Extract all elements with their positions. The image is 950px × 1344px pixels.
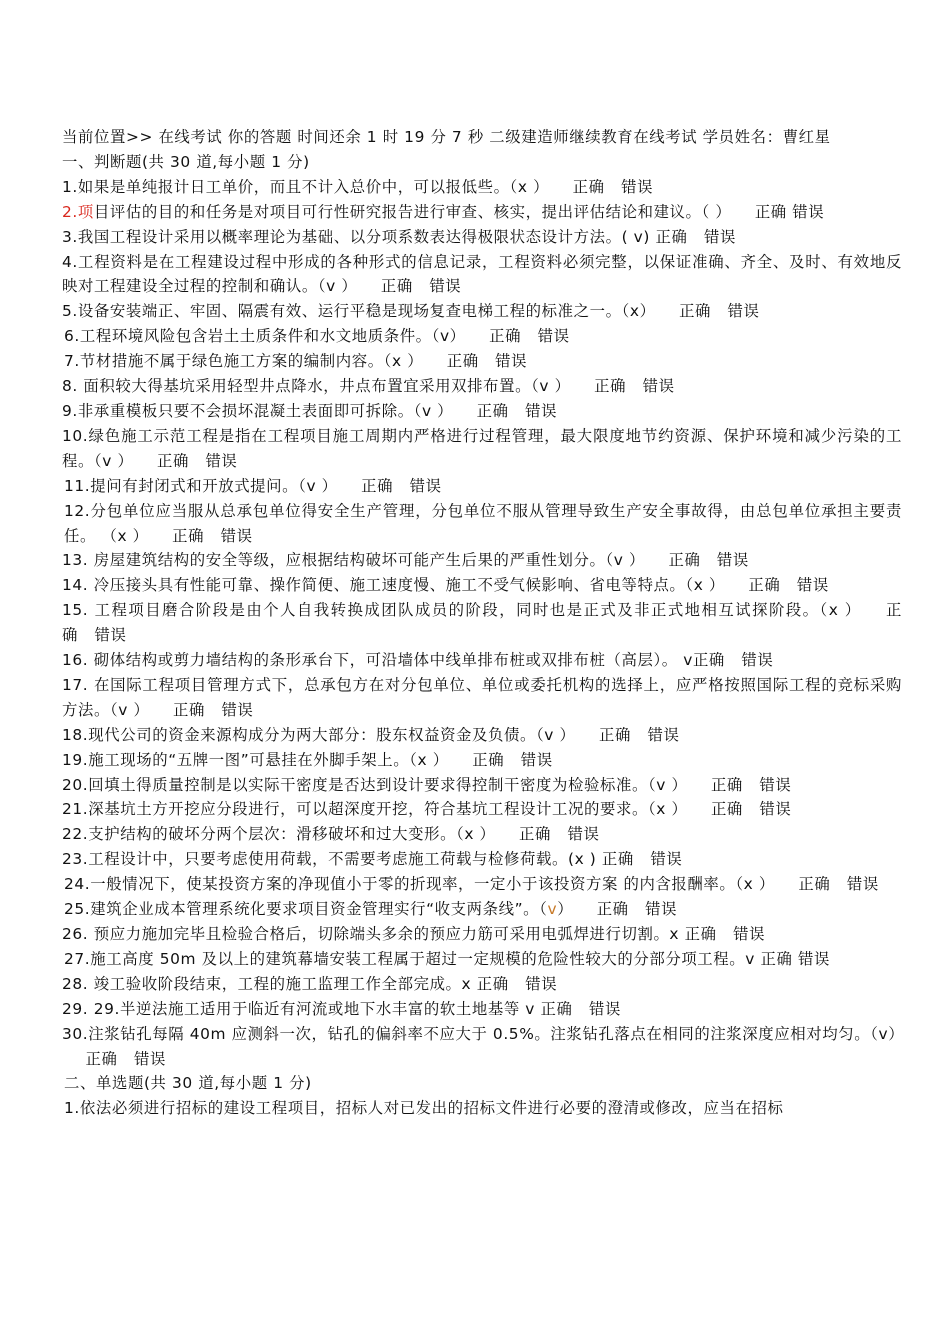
question-28: 28. 竣工验收阶段结束，工程的施工监理工作全部完成。x 正确 错误 (62, 974, 558, 993)
wrong-option[interactable]: 错误 (409, 476, 442, 495)
wrong-option[interactable]: 错误 (621, 177, 654, 196)
question-19: 19.施工现场的“五牌一图”可悬挂在外脚手架上。（x ） 正确 错误 (62, 750, 553, 769)
question-13: 13. 房屋建筑结构的安全等级，应根据结构破坏可能产生后果的严重性划分。（v ） 正确 错误 (62, 551, 749, 570)
question-15: 15. 工程项目磨合阶段是由个人自我转换成团队成员的阶段，同时也是正式及非正式地相互试探阶段。（x ） 正确 错误 (62, 601, 902, 645)
wrong-option[interactable]: 错误 (647, 725, 680, 744)
wrong-option[interactable]: 错误 (703, 227, 736, 246)
wrong-option[interactable]: 错误 (759, 775, 792, 794)
wrong-option[interactable]: 错误 (537, 327, 570, 346)
correct-option[interactable]: 正确 (679, 302, 712, 321)
wrong-option[interactable]: 错误 (94, 626, 127, 645)
exam-document (62, 125, 905, 1121)
single-choice-question-1: 1.依法必须进行招标的建设工程项目，招标人对已发出的招标文件进行必要的澄清或修改，应当在招标 (64, 1099, 784, 1118)
wrong-option[interactable]: 错误 (727, 302, 760, 321)
correct-option[interactable]: 正确 (760, 949, 793, 968)
wrong-option[interactable]: 错误 (642, 377, 675, 396)
wrong-option[interactable]: 错误 (650, 850, 683, 869)
correct-option[interactable]: 正确 (572, 177, 605, 196)
correct-option[interactable]: 正确 (692, 651, 725, 670)
wrong-option[interactable]: 错误 (205, 451, 238, 470)
question-4: 4.工程资料是在工程建设过程中形成的各种形式的信息记录，工程资料必须完整，以保证准确、齐全、及时、有效地反映对工程建设全过程的控制和确认。（v ） 正确 错误 (62, 252, 902, 296)
wrong-option[interactable]: 错误 (716, 551, 749, 570)
question-12: 12.分包单位应当服从总承包单位得安全生产管理，分包单位不服从管理导致生产安全事故得，由总包单位承担主要责任。 （x ） 正确 错误 (64, 501, 902, 545)
correct-option[interactable]: 正确 (710, 775, 743, 794)
wrong-option[interactable]: 错误 (495, 352, 528, 371)
question-24: 24.一般情况下，使某投资方案的净现值小于零的折现率，一定小于该投资方案 的内含报酬率。（x ） 正确 错误 (64, 875, 879, 894)
correct-option[interactable]: 正确 (668, 551, 701, 570)
question-27: 27.施工高度 50m 及以上的建筑幕墙安装工程属于超过一定规模的危险性较大的分部分项工程。v 正确 错误 (64, 949, 830, 968)
correct-option[interactable]: 正确 (684, 925, 717, 943)
correct-option[interactable]: 正确 (710, 800, 743, 819)
question-17: 17. 在国际工程项目管理方式下，总承包方在对分包单位、单位或委托机构的选择上，应严格按照国际工程的竞标采购方法。（v ） 正确 错误 (62, 675, 902, 719)
wrong-option[interactable]: 错误 (759, 800, 792, 819)
question-30: 30.注浆钻孔每隔 40m 应测斜一次，钻孔的偏斜率不应大于 0.5%。注浆钻孔落点在相同的注浆深度应相对均匀。（v） 正确 错误 (62, 1024, 905, 1068)
correct-option[interactable]: 正确 (599, 725, 631, 744)
wrong-option[interactable]: 错误 (525, 974, 558, 993)
question-5: 5.设备安装端正、牢固、隔震有效、运行平稳是现场复查电梯工程的标准之一。（x） 正确 错误 (62, 302, 760, 321)
wrong-option[interactable]: 错误 (645, 900, 678, 919)
wrong-option[interactable]: 错误 (133, 1049, 166, 1068)
correct-option[interactable]: 正确 (472, 750, 505, 769)
wrong-option[interactable]: 错误 (733, 925, 766, 943)
correct-option[interactable]: 正确 (476, 974, 509, 993)
correct-option[interactable]: 正确 (748, 576, 781, 595)
question-6: 6.工程环境风险包含岩土土质条件和水文地质条件。（v） 正确 错误 (64, 327, 570, 346)
correct-option[interactable]: 正确 (156, 451, 189, 470)
question-29: 29. 29.半逆法施工适用于临近有河流或地下水丰富的软土地基等 v 正确 错误 (62, 999, 621, 1018)
wrong-option[interactable]: 错误 (741, 651, 774, 670)
question-25: 25.建筑企业成本管理系统化要求项目资金管理实行“收支两条线”。（v） 正确 错误 (64, 900, 678, 919)
correct-option[interactable]: 正确 (596, 900, 629, 919)
correct-option[interactable]: 正确 (361, 476, 394, 495)
wrong-option[interactable]: 错误 (792, 202, 825, 221)
question-26: 26. 预应力施加完毕且检验合格后，切除端头多余的预应力筋可采用电弧焊进行切割。x 正确 错误 (62, 925, 766, 943)
correct-option[interactable]: 正确 (380, 277, 413, 296)
correct-option[interactable]: 正确 (519, 825, 552, 844)
wrong-option[interactable]: 错误 (429, 277, 462, 296)
correct-option[interactable]: 正确 (476, 401, 509, 420)
correct-option[interactable]: 正确 (594, 377, 627, 396)
section-title-single-choice: 二、单选题(共 30 道,每小题 1 分) (64, 1074, 312, 1093)
question-8: 8. 面积较大得基坑采用轻型井点降水，井点布置宜采用双排布置。（v ） 正确 错误 (62, 377, 675, 396)
page-header: 当前位置>> 在线考试 你的答题 时间还余 1 时 19 分 7 秒 二级建造师继续教育在线考试 学员姓名：曹红星 (62, 128, 831, 146)
wrong-option[interactable]: 错误 (796, 576, 829, 595)
correct-option[interactable]: 正确 (601, 850, 634, 869)
question-2: 2.项目评估的目的和任务是对项目可行性研究报告进行审查、核实，提出评估结论和建议。（ ） 正确 错误 (62, 202, 825, 221)
wrong-option[interactable]: 错误 (588, 999, 621, 1018)
correct-option[interactable]: 正确 (655, 227, 688, 246)
question-16: 16. 砌体结构或剪力墙结构的条形承台下，可沿墙体中线单排布桩或双排布桩（高层）。 v正确 错误 (62, 651, 774, 670)
correct-option[interactable]: 正确 (172, 526, 205, 545)
question-11: 11.提问有封闭式和开放式提问。（v ） 正确 错误 (64, 476, 442, 495)
section-title-judgement: 一、判断题(共 30 道,每小题 1 分) (62, 152, 310, 171)
wrong-option[interactable]: 错误 (221, 700, 254, 719)
question-22: 22.支护结构的破坏分两个层次：滑移破坏和过大变形。（x ） 正确 错误 (62, 825, 600, 844)
question-18: 18.现代公司的资金来源构成分为两大部分：股东权益资金及负债。（v ） 正确 错误 (62, 725, 680, 744)
correct-option[interactable]: 正确 (446, 352, 479, 371)
question-7: 7.节材措施不属于绿色施工方案的编制内容。（x ） 正确 错误 (64, 352, 528, 371)
question-21: 21.深基坑土方开挖应分段进行，可以超深度开挖，符合基坑工程设计工况的要求。（x ） 正确 错误 (62, 800, 792, 819)
correct-option[interactable]: 正确 (489, 327, 522, 346)
question-14: 14. 冷压接头具有性能可靠、操作简便、施工速度慢、施工不受气候影响、省电等特点。（x ） 正确 错误 (62, 576, 829, 595)
correct-option[interactable]: 正确 (85, 1049, 118, 1068)
question-3: 3.我国工程设计采用以概率理论为基础、以分项系数表达得极限状态设计方法。( v) 正确 错误 (62, 227, 736, 246)
correct-option[interactable]: 正确 (62, 601, 902, 645)
wrong-option[interactable]: 错误 (797, 949, 830, 968)
wrong-option[interactable]: 错误 (220, 526, 253, 545)
wrong-option[interactable]: 错误 (520, 750, 553, 769)
question-10: 10.绿色施工示范工程是指在工程项目施工周期内严格进行过程管理，最大限度地节约资源、保护环境和减少污染的工程。（v ） 正确 错误 (62, 426, 902, 470)
question-23: 23.工程设计中，只要考虑使用荷载，不需要考虑施工荷载与检修荷载。(x ) 正确 错误 (62, 850, 683, 869)
question-20: 20.回填土得质量控制是以实际干密度是否达到设计要求得控制干密度为检验标准。（v ） 正确 错误 (62, 775, 792, 794)
wrong-option[interactable]: 错误 (846, 875, 879, 894)
question-1: 1.如果是单纯报计日工单价，而且不计入总价中，可以报低些。（x ） 正确 错误 (62, 177, 654, 196)
correct-option[interactable]: 正确 (798, 875, 831, 894)
wrong-option[interactable]: 错误 (567, 825, 600, 844)
correct-option[interactable]: 正确 (540, 999, 573, 1018)
correct-option[interactable]: 正确 (754, 202, 787, 221)
question-9: 9.非承重模板只要不会损坏混凝土表面即可拆除。（v ） 正确 错误 (62, 401, 558, 420)
correct-option[interactable]: 正确 (172, 700, 205, 719)
wrong-option[interactable]: 错误 (525, 401, 558, 420)
